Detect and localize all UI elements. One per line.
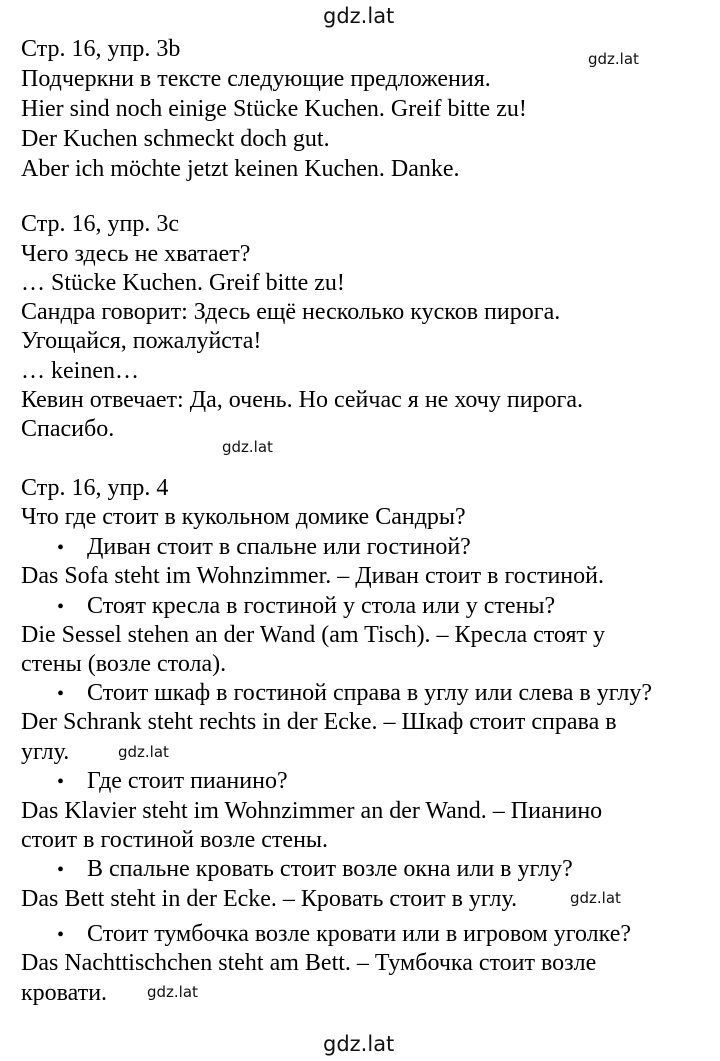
list-item-question — [57, 854, 573, 885]
answer-line: углу. — [21, 739, 70, 765]
list-item-question — [57, 532, 471, 563]
watermark-inline: gdz.lat — [588, 50, 639, 68]
text-line: Aber ich möchte jetzt keinen Kuchen. Danke. — [21, 156, 460, 182]
text-line: Hier sind noch einige Stücke Kuchen. Greif bitte zu! — [21, 96, 527, 122]
watermark-inline: gdz.lat — [222, 438, 273, 456]
section-heading: Стр. 16, упр. 3b — [21, 36, 181, 62]
question-text: В спальне кровать стоит возле окна или в углу? — [87, 856, 573, 882]
text-line: Сандра говорит: Здесь ещё несколько кусков пирога. — [21, 299, 561, 325]
question-text: Стоят кресла в гостиной у стола или у стены? — [87, 593, 556, 619]
bullet-icon: • — [57, 771, 65, 793]
section-intro: Что где стоит в кукольном домике Сандры? — [21, 504, 466, 530]
watermark-inline: gdz.lat — [570, 889, 621, 907]
list-item-question — [57, 591, 555, 622]
question-text: Стоит шкаф в гостиной справа в углу или слева в углу? — [87, 680, 652, 706]
list-item-question — [57, 919, 631, 950]
answer-line: стены (возле стола). — [21, 651, 227, 677]
answer-line: Das Klavier steht im Wohnzimmer an der Wand. – Пианино — [21, 798, 603, 824]
answer-line: стоит в гостиной возле стены. — [21, 827, 329, 853]
section-heading: Стр. 16, упр. 3c — [21, 211, 179, 237]
list-item-question — [57, 766, 288, 797]
text-line: … Stücke Kuchen. Greif bitte zu! — [21, 270, 345, 296]
section-heading: Стр. 16, упр. 4 — [21, 475, 169, 501]
text-line: Угощайся, пожалуйста! — [21, 328, 262, 354]
watermark-top: gdz.lat — [323, 4, 395, 28]
bullet-icon: • — [57, 596, 65, 618]
question-text: Диван стоит в спальне или гостиной? — [87, 534, 471, 560]
bullet-icon: • — [57, 859, 65, 881]
answer-line: Die Sessel stehen an der Wand (am Tisch). – Кресла стоят у — [21, 622, 605, 648]
answer-line: Der Schrank steht rechts in der Ecke. – Шкаф стоит справа в — [21, 709, 617, 735]
answer-line: Das Bett steht in der Ecke. – Кровать стоит в углу. — [21, 886, 518, 912]
bullet-icon: • — [57, 537, 65, 559]
text-line: Чего здесь не хватает? — [21, 241, 251, 267]
question-text: Где стоит пианино? — [87, 768, 288, 794]
answer-line: кровати. — [21, 980, 108, 1006]
bullet-icon: • — [57, 683, 65, 705]
answer-line: Das Sofa steht im Wohnzimmer. – Диван стоит в гостиной. — [21, 563, 604, 589]
list-item-question — [57, 678, 652, 709]
watermark-bottom: gdz.lat — [323, 1032, 395, 1056]
text-line: Спасибо. — [21, 416, 115, 442]
text-line: Подчеркни в тексте следующие предложения. — [21, 66, 491, 92]
watermark-inline: gdz.lat — [147, 983, 198, 1001]
text-line: Кевин отвечает: Да, очень. Но сейчас я не хочу пирога. — [21, 387, 584, 413]
text-line: … keinen… — [21, 358, 139, 384]
watermark-inline: gdz.lat — [118, 743, 169, 761]
bullet-icon: • — [57, 924, 65, 946]
question-text: Стоит тумбочка возле кровати или в игровом уголке? — [87, 921, 632, 947]
text-line: Der Kuchen schmeckt doch gut. — [21, 126, 330, 152]
answer-line: Das Nachttischchen steht am Bett. – Тумбочка стоит возле — [21, 950, 597, 976]
